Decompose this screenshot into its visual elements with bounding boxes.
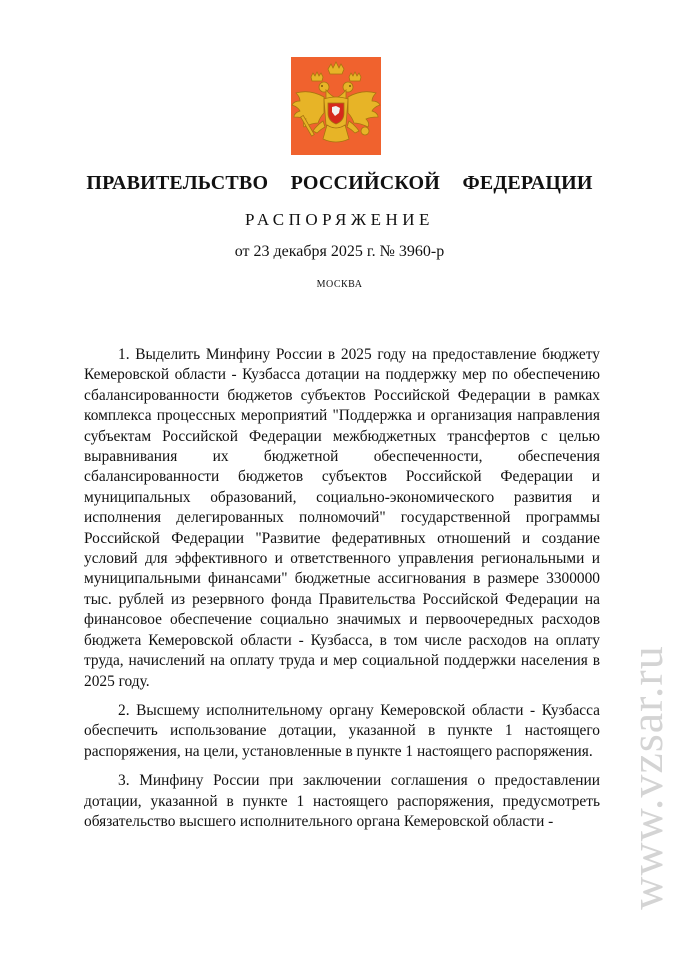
document-type: РАСПОРЯЖЕНИЕ <box>245 210 434 229</box>
document-date-number: от 23 декабря 2025 г. № 3960-р <box>234 243 445 260</box>
document-city: МОСКВА <box>316 279 363 290</box>
watermark-text: www.vzsar.ru <box>620 644 672 910</box>
paragraph-1: 1. Выделить Минфину России в 2025 году на предоставление бюджету Кемеровской области - Кузбасса дотации на поддержку мер по обеспечению сбалансированности бюджетов субъектов Российской Федерации в рамках комплекса процессных мероприятий "Поддержка и организация направления субъектам Российской Федерации межбюджетных трансфертов с целью выравнивания их бюджетной обеспеченности, обеспечения сбалансированности бюджетов субъектов Российской Федерации и муниципальных образований, социально-экономического развития и исполнения делегированных полномочий" государственной программы Российской Федерации "Развитие федеративных отношений и создание условий для эффективного и ответственного управления региональными и муниципальными финансами" бюджетные ассигнования в размере 3300000 тыс. рублей из резервного фонда Правительства Российской Федерации на финансовое обеспечение социально значимых и первоочередных расходов бюджета Кемеровской области - Кузбасса, в том числе расходов на оплату труда, начислений на оплату труда и мер социальной поддержки населения в 2025 году. <box>84 346 600 690</box>
government-title: ПРАВИТЕЛЬСТВО РОССИЙСКОЙ ФЕДЕРАЦИИ <box>86 172 593 194</box>
site-watermark <box>618 612 674 942</box>
paragraph-2: 2. Высшему исполнительному органу Кемеровской области - Кузбасса обеспечить использование дотации, указанной в пункте 1 настоящего распоряжения, на цели, установленные в пункте 1 настоящего распоряжения. <box>84 701 600 760</box>
paragraph-3: 3. Минфину России при заключении соглашения о предоставлении дотации, указанной в пункте 1 настоящего распоряжения, предусмотреть обязательство высшего исполнительного органа Кемеровской области - <box>84 772 600 830</box>
coat-of-arms-icon <box>291 57 381 155</box>
document-body <box>84 345 600 841</box>
